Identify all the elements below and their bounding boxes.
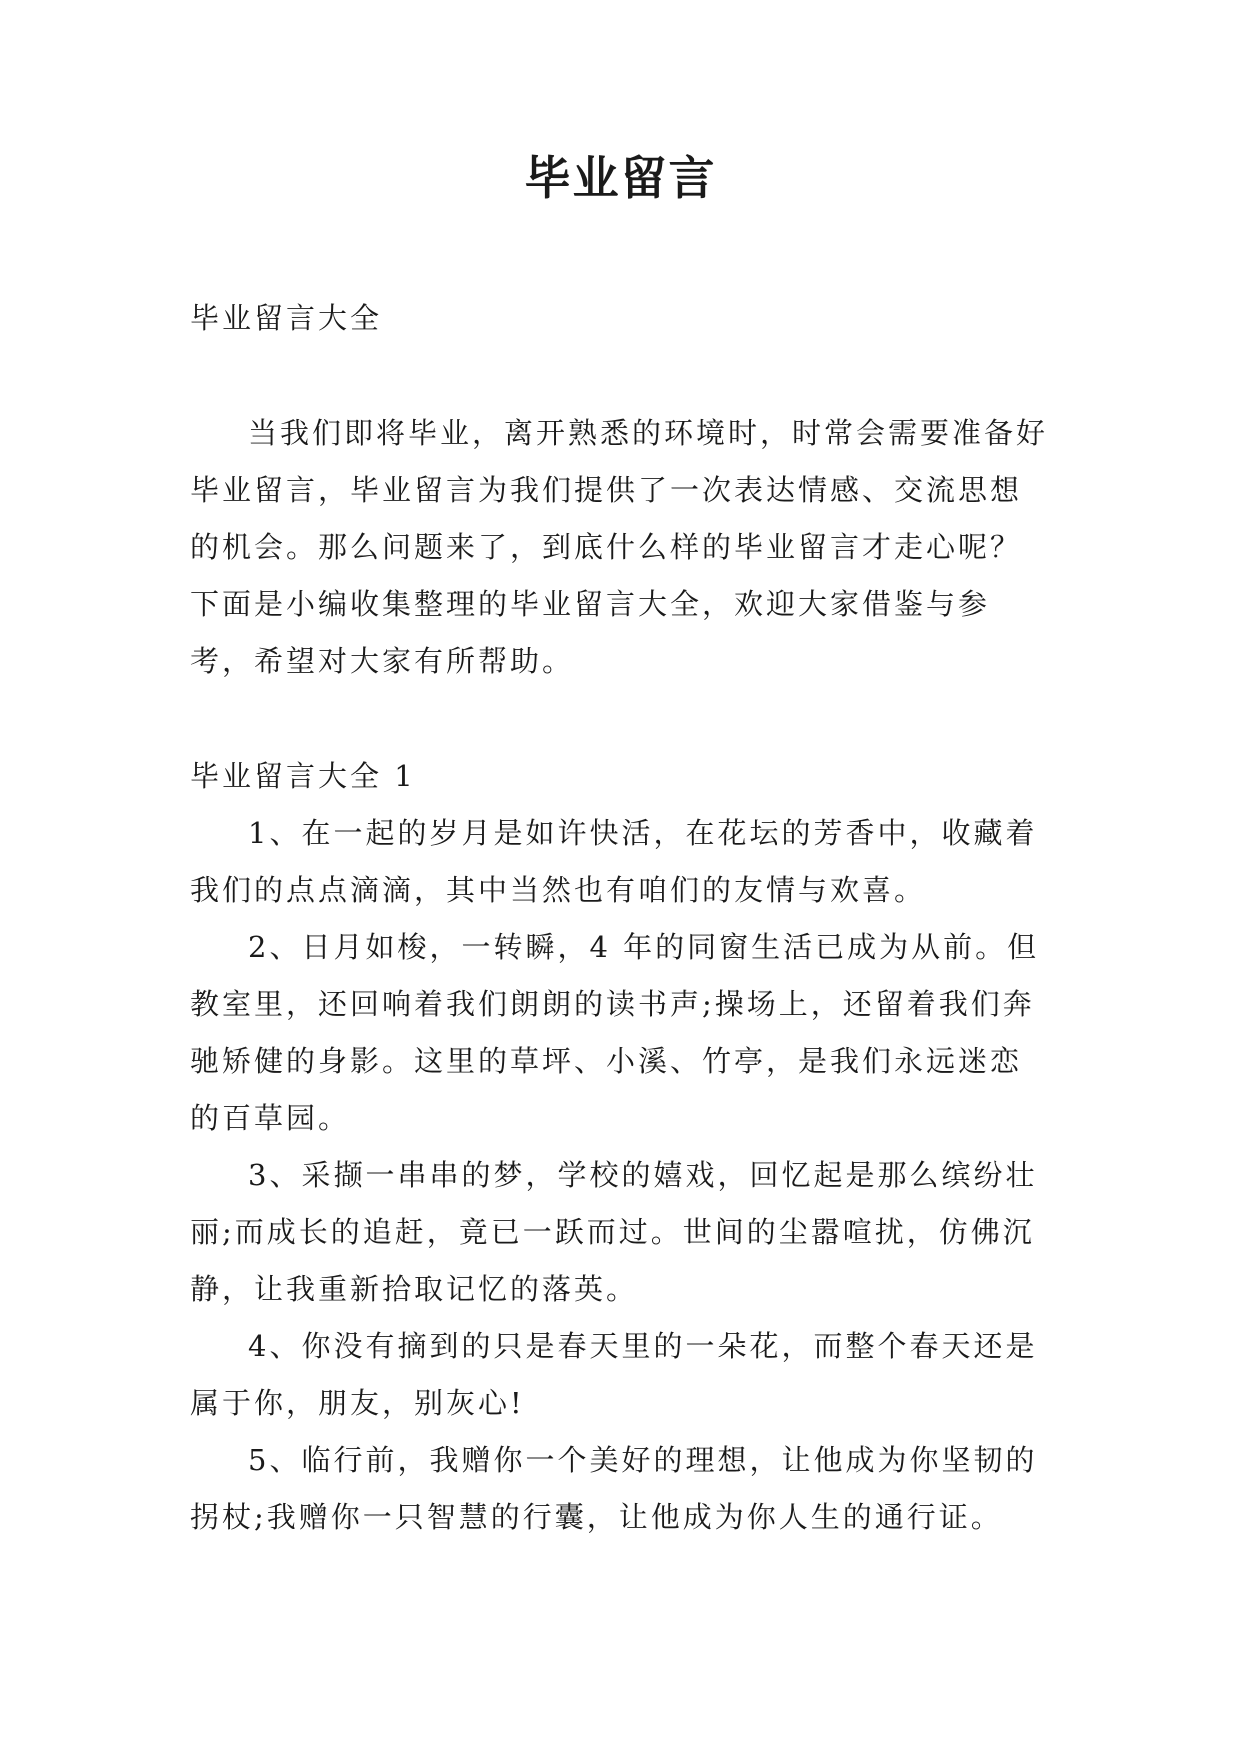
list-item: 3、采撷一串串的梦，学校的嬉戏，回忆起是那么缤纷壮丽;而成长的追赶，竟已一跃而过。世间的尘嚣喧扰，仿佛沉静，让我重新拾取记忆的落英。 xyxy=(190,1158,1038,1306)
document-subtitle: 毕业留言大全 xyxy=(190,301,383,335)
list-item: 1、在一起的岁月是如许快活，在花坛的芳香中，收藏着我们的点点滴滴，其中当然也有咱们的友情与欢喜。 xyxy=(190,816,1038,907)
document-title: 毕业留言 xyxy=(524,151,717,205)
section-heading: 毕业留言大全 1 xyxy=(190,759,416,793)
intro-paragraph: 当我们即将毕业，离开熟悉的环境时，时常会需要准备好毕业留言，毕业留言为我们提供了一次表达情感、交流思想的机会。那么问题来了，到底什么样的毕业留言才走心呢？下面是小编收集整理的毕业留言大全，欢迎大家借鉴与参考，希望对大家有所帮助。 xyxy=(190,416,1049,678)
list-item: 4、你没有摘到的只是春天里的一朵花，而整个春天还是属于你，朋友，别灰心! xyxy=(190,1329,1038,1420)
document-body xyxy=(190,290,1052,1546)
list-item: 5、临行前，我赠你一个美好的理想，让他成为你坚韧的拐杖;我赠你一只智慧的行囊，让他成为你人生的通行证。 xyxy=(190,1443,1038,1534)
list-item: 2、日月如梭，一转瞬，4 年的同窗生活已成为从前。但教室里，还回响着我们朗朗的读书声;操场上，还留着我们奔驰矫健的身影。这里的草坪、小溪、竹亭，是我们永远迷恋的百草园。 xyxy=(190,930,1040,1135)
